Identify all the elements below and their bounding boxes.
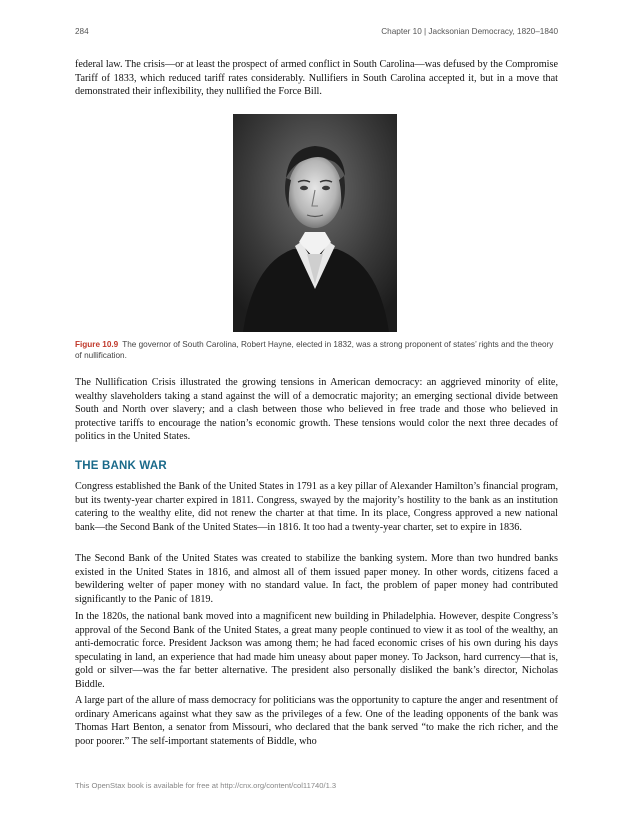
chapter-header: Chapter 10 | Jacksonian Democracy, 1820–1840 (381, 27, 558, 36)
figure-caption-text: The governor of South Carolina, Robert Hayne, elected in 1832, was a strong proponent of states’ rights and the theory of nullification. (75, 340, 554, 360)
figure-label: Figure 10.9 (75, 340, 119, 349)
paragraph-second-bank: The Second Bank of the United States was created to stabilize the banking system. More than two hundred banks existed in the United States in 1816, and almost all of them issued paper money. In other words, citizens faced a bewildering welter of paper money with no standard value. In fact, the problem of paper money had contributed significantly to the Panic of 1819. (75, 553, 558, 605)
section-title-bank-war: THE BANK WAR (75, 460, 167, 472)
portrait-engraving-image (233, 114, 397, 332)
paragraph-1820s-bank: In the 1820s, the national bank moved into a magnificent new building in Philadelphia. However, despite Congress’s approval of the Second Bank of the United States, a great many people continued to view it as tool of the wealthy, an anti-democratic force. President Jackson was among them; he had faced economic crises of his own during his days speculating in land, an experience that had made him uneasy about paper money. To Jackson, hard currency—that is, gold or silver—was the far better alternative. The president also personally disliked the bank’s director, Nicholas Biddle. (75, 611, 558, 690)
figure-caption (75, 339, 555, 361)
portrait-robert-hayne (233, 114, 397, 332)
paragraph-nullification-crisis: The Nullification Crisis illustrated the growing tensions in American democracy: an aggrieved minority of elite, wealthy slaveholders taking a stand against the will of a democratic majority; an emerging sectional divide between South and North over slavery; and a clash between those who believed in free trade and those who believed in protective tariffs to encourage the nation’s economic growth. These tensions would color the next three decades of politics in the United States. (75, 377, 558, 442)
paragraph-mass-democracy: A large part of the allure of mass democracy for politicians was the opportunity to capture the anger and resentment of ordinary Americans against what they saw as the privileges of a few. One of the leading opponents of the bank was Thomas Hart Benton, a senator from Missouri, who declared that the bank served “to make the rich richer, and the poor poorer.” The self-important statements of Biddle, who (75, 695, 558, 747)
footer-note: This OpenStax book is available for free at http://cnx.org/content/col11740/1.3 (75, 781, 337, 790)
page-number: 284 (75, 27, 89, 36)
paragraph-federal-law: federal law. The crisis—or at least the prospect of armed conflict in South Carolina—was defused by the Compromise Tariff of 1833, which reduced tariff rates considerably. Nullifiers in South Carolina accepted it, but in a move that demonstrated their inflexibility, they nullified the Force Bill. (75, 59, 558, 97)
paragraph-bank-established: Congress established the Bank of the United States in 1791 as a key pillar of Alexander Hamilton’s financial program, but its twenty-year charter expired in 1811. Congress, swayed by the majority’s hostility to the bank as an institution catering to the wealthy elite, did not renew the charter at that time. In its place, Congress approved a new national bank—the Second Bank of the United States—in 1816. It too had a twenty-year charter, set to expire in 1836. (75, 481, 558, 533)
